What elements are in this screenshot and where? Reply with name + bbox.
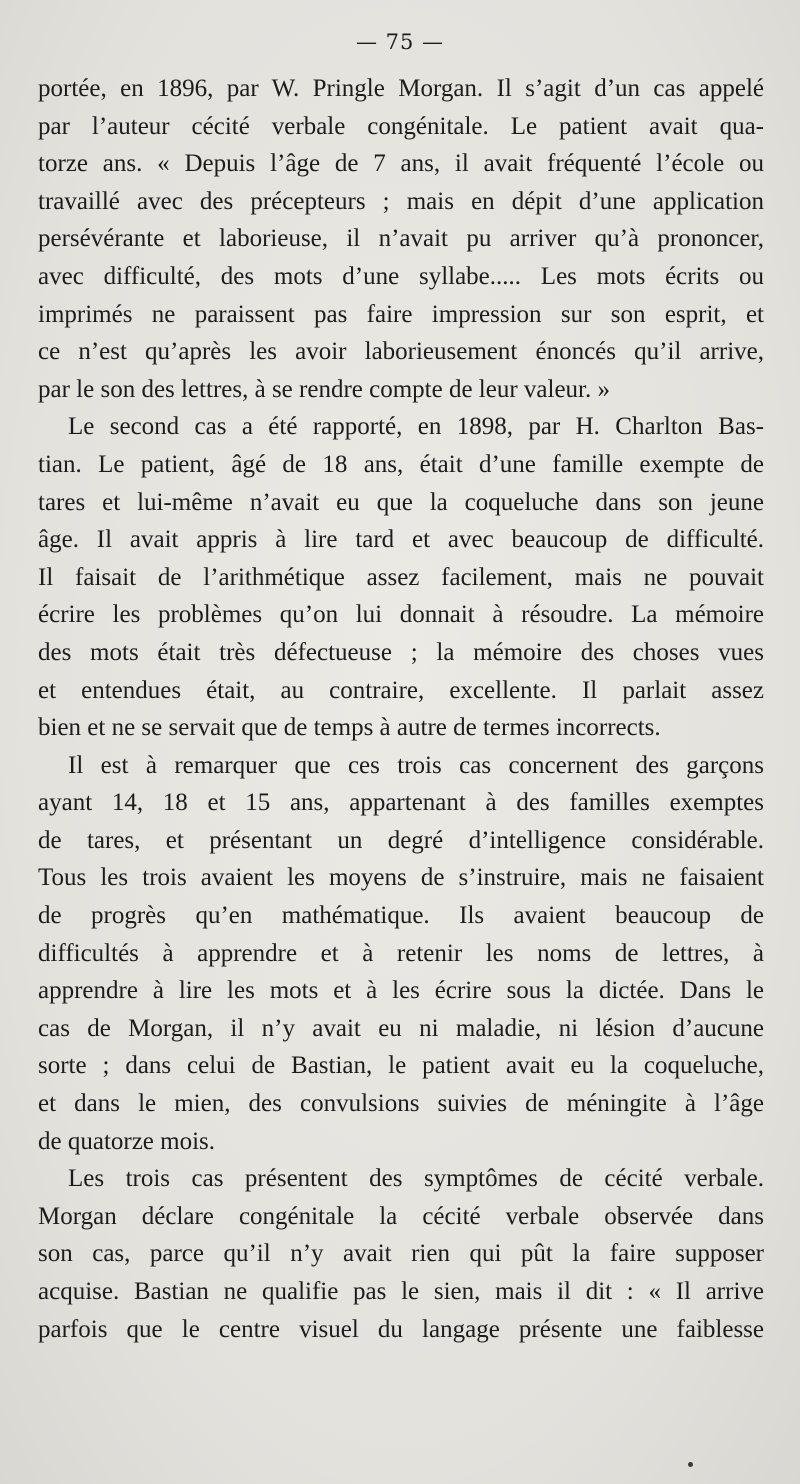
text-line: son cas, parce qu’il n’y avait rien qui pût la faire supposer: [38, 1240, 764, 1268]
text-line: portée, en 1896, par W. Pringle Morgan. Il s’agit d’un cas appelé: [38, 75, 764, 102]
text-line: Il est à remarquer que ces trois cas concernent des garçons: [68, 751, 764, 779]
text-line: sorte ; dans celui de Bastian, le patient avait eu la coqueluche,: [38, 1052, 764, 1080]
text-line: apprendre à lire les mots et à les écrire sous la dictée. Dans le: [38, 977, 764, 1005]
text-line: persévérante et laborieuse, il n’avait pu arriver qu’à prononcer,: [38, 225, 764, 253]
text-line: parfois que le centre visuel du langage présente une faiblesse: [38, 1315, 764, 1343]
text-line: et entendues était, au contraire, excellente. Il parlait assez: [38, 676, 764, 704]
text-line: âge. Il avait appris à lire tard et avec beaucoup de difficulté.: [38, 526, 764, 554]
text-line: ce n’est qu’après les avoir laborieusement énoncés qu’il arrive,: [38, 338, 764, 366]
text-line: écrire les problèmes qu’on lui donnait à résoudre. La mémoire: [38, 601, 764, 629]
text-line: cas de Morgan, il n’y avait eu ni maladie, ni lésion d’aucune: [38, 1014, 764, 1042]
body-text: [38, 70, 764, 1348]
text-line: torze ans. « Depuis l’âge de 7 ans, il avait fréquenté l’école ou: [38, 150, 764, 178]
text-line: Il faisait de l’arithmétique assez facilement, mais ne pouvait: [38, 563, 764, 591]
text-line: tian. Le patient, âgé de 18 ans, était d’une famille exempte de: [38, 450, 764, 478]
text-line: ayant 14, 18 et 15 ans, appartenant à des familles exemptes: [38, 789, 764, 817]
text-line: de tares, et présentant un degré d’intelligence considérable.: [38, 826, 764, 854]
text-line: Les trois cas présentent des symptômes de cécité verbale.: [68, 1165, 764, 1193]
text-line: de progrès qu’en mathématique. Ils avaient beaucoup de: [38, 902, 764, 930]
text-line: acquise. Bastian ne qualifie pas le sien, mais il dit : « Il arrive: [38, 1278, 764, 1305]
text-line: des mots était très défectueuse ; la mémoire des choses vues: [38, 638, 764, 666]
text-line: par l’auteur cécité verbale congénitale. Le patient avait qua-: [38, 112, 764, 140]
page-number: — 75 —: [355, 30, 445, 54]
text-line: Le second cas a été rapporté, en 1898, par H. Charlton Bas-: [68, 413, 764, 441]
text-line: Tous les trois avaient les moyens de s’instruire, mais ne faisaient: [38, 864, 764, 892]
ink-speck: [688, 1462, 693, 1467]
text-line: de quatorze mois.: [38, 1127, 216, 1155]
text-line: et dans le mien, des convulsions suivies de méningite à l’âge: [38, 1090, 764, 1118]
text-line: difficultés à apprendre et à retenir les noms de lettres, à: [38, 939, 764, 967]
text-line: avec difficulté, des mots d’une syllabe..... Les mots écrits ou: [38, 262, 764, 290]
text-line: tares et lui-même n’avait eu que la coqueluche dans son jeune: [38, 488, 764, 516]
text-line: par le son des lettres, à se rendre compte de leur valeur. »: [38, 375, 610, 403]
text-line: imprimés ne paraissent pas faire impression sur son esprit, et: [38, 300, 764, 328]
text-line: travaillé avec des précepteurs ; mais en dépit d’une application: [38, 187, 764, 215]
text-line: bien et ne se servait que de temps à autre de termes incorrects.: [38, 714, 661, 742]
text-line: Morgan déclare congénitale la cécité verbale observée dans: [38, 1202, 764, 1230]
